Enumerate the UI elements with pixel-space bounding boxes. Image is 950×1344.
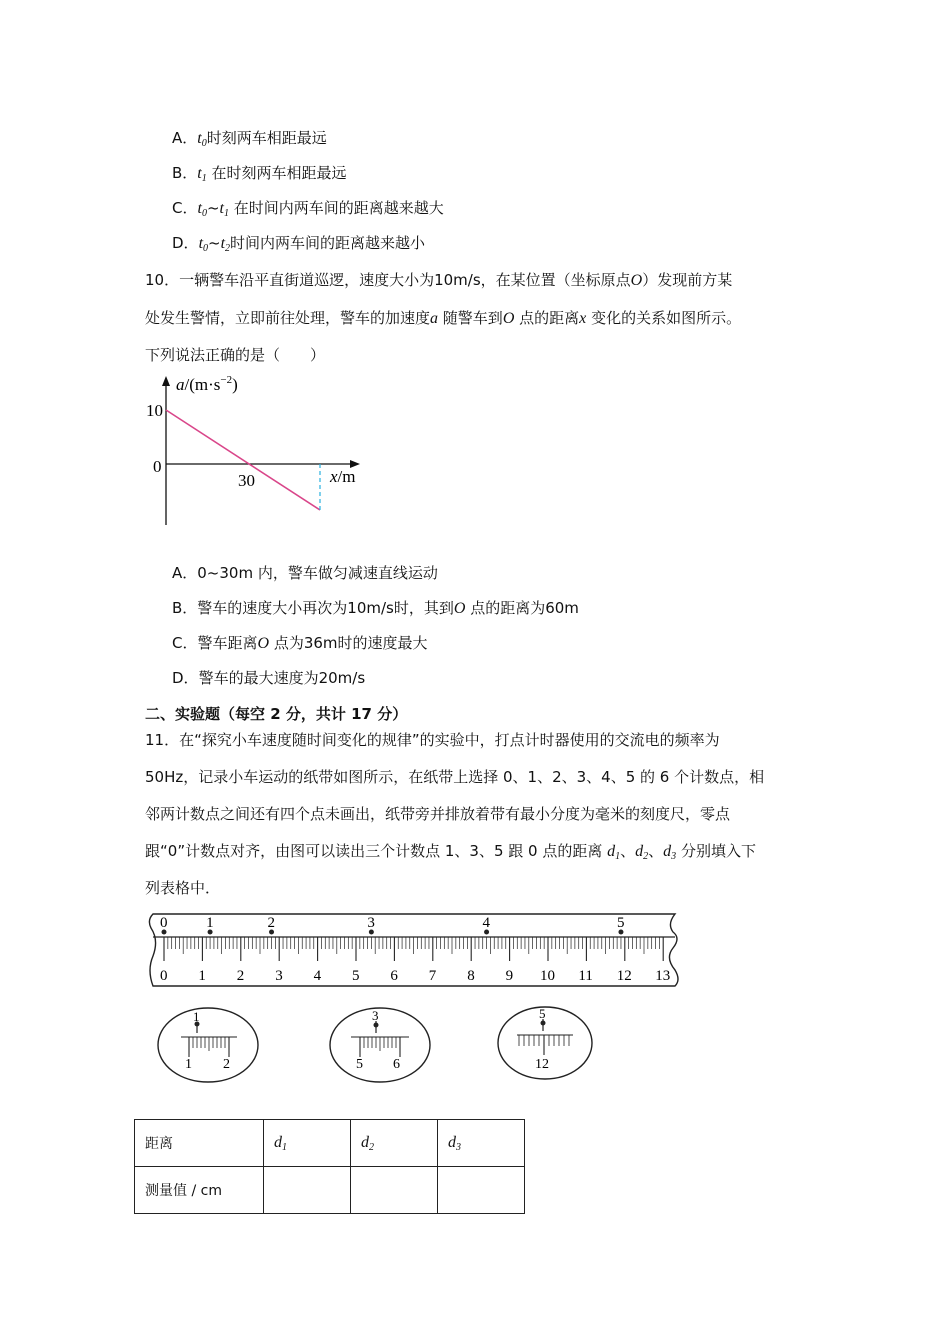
ruler-label-0: 0 xyxy=(160,968,168,984)
tape-ruler-figure xyxy=(145,910,685,992)
q9-option-a: A．$t_0$时刻两车相距最远 xyxy=(172,129,327,149)
ruler-label-12: 12 xyxy=(616,968,632,984)
zoom-views xyxy=(155,1005,675,1085)
table-cell-d2[interactable] xyxy=(351,1167,438,1214)
zoom-point-3-label: 3 xyxy=(372,1008,379,1023)
q11-stem-line-2: 50Hz，记录小车运动的纸带如图所示，在纸带上选择 0、1、2、3、4、5 的 6 个计数点，相 xyxy=(145,768,765,786)
q11-stem-line-5: 列表格中． xyxy=(145,879,221,897)
zoom-view-point-3 xyxy=(330,1008,430,1082)
ruler-label-11: 11 xyxy=(578,968,593,984)
q10-option-d: D．警车的最大速度为20m/s xyxy=(172,669,366,687)
ruler-label-2: 2 xyxy=(236,968,245,984)
ruler-label-5: 5 xyxy=(352,968,360,984)
tape-point-label-2: 2 xyxy=(267,915,276,931)
tape-point-label-0: 0 xyxy=(160,915,168,931)
table-value-row xyxy=(135,1167,525,1214)
ruler-label-10: 10 xyxy=(540,968,555,984)
q10-acceleration-graph xyxy=(140,370,380,530)
zoom-point-5-dot xyxy=(541,1021,546,1026)
q9-option-c: C．$t_0\sim t_1$ 在时间内两车间的距离越来越大 xyxy=(172,199,444,219)
q10-option-b: B．警车的速度大小再次为10m/s时，其到O 点的距离为60m xyxy=(172,599,579,617)
table-cell-d3[interactable] xyxy=(438,1167,525,1214)
graph-a-x-line xyxy=(166,410,320,510)
ruler-label-6: 6 xyxy=(390,968,398,984)
tape-point-label-1: 1 xyxy=(206,915,214,931)
table-header-row xyxy=(135,1120,525,1167)
section-2-heading: 二、实验题（每空 2 分，共计 17 分） xyxy=(145,705,408,723)
q11-stem-line-1: 11．在“探究小车速度随时间变化的规律”的实验中，打点计时器使用的交流电的频率为 xyxy=(145,731,720,749)
zoom-point-5-label: 5 xyxy=(539,1006,546,1021)
ruler-label-4: 4 xyxy=(313,968,322,984)
ruler-label-9: 9 xyxy=(505,968,514,984)
table-header-d1: $d_1$ xyxy=(264,1120,351,1167)
graph-x-label: x/m xyxy=(330,467,356,486)
q11-stem-line-4: 跟“0”计数点对齐，由图可以读出三个计数点 1、3、5 跟 0 点的距离 $d_1$、$d_2$、$d_3$ 分别填入下 xyxy=(145,842,756,862)
table-row-label: 测量值 / cm xyxy=(135,1167,264,1214)
zoom-5-center-tick: 12 xyxy=(535,1057,549,1072)
zoom-3-right-tick: 6 xyxy=(393,1057,400,1072)
zoom-view-point-1 xyxy=(158,1008,258,1082)
q9-option-b: B．$t_1$ 在时刻两车相距最远 xyxy=(172,164,347,184)
ruler-label-7: 7 xyxy=(428,968,437,984)
q9-option-d: D．$t_0\sim t_2$时间内两车间的距离越来越小 xyxy=(172,234,426,254)
graph-origin-label: 0 xyxy=(153,457,162,476)
q10-option-a: A．0~30m 内，警车做匀减速直线运动 xyxy=(172,564,438,582)
zoom-view-point-5 xyxy=(498,1006,592,1079)
zoom-ellipse-1 xyxy=(158,1008,258,1082)
graph-y-arrow xyxy=(162,376,170,386)
q10-stem-line-3: 下列说法正确的是（ ） xyxy=(145,346,326,364)
tape-point-label-3: 3 xyxy=(367,915,375,931)
tape-point-label-4: 4 xyxy=(482,915,491,931)
table-header-d2: $d_2$ xyxy=(351,1120,438,1167)
graph-x-tick-30: 30 xyxy=(238,471,255,490)
zoom-1-right-tick: 2 xyxy=(223,1057,230,1072)
tape-point-label-5: 5 xyxy=(616,915,625,931)
measurement-table xyxy=(134,1119,525,1214)
table-cell-d1[interactable] xyxy=(264,1167,351,1214)
zoom-3-left-tick: 5 xyxy=(356,1057,363,1072)
zoom-point-1-label: 1 xyxy=(193,1009,200,1024)
table-header-d3: $d_3$ xyxy=(438,1120,525,1167)
q10-stem-line-2: 处发生警情，立即前往处理，警车的加速度a 随警车到O 点的距离x 变化的关系如图所示。 xyxy=(145,309,742,327)
ruler-label-1: 1 xyxy=(198,968,206,984)
ruler-label-8: 8 xyxy=(467,968,475,984)
q10-stem-line-1: 10．一辆警车沿平直街道巡逻，速度大小为10m/s，在某位置（坐标原点O）发现前方某 xyxy=(145,271,733,289)
zoom-1-left-tick: 1 xyxy=(185,1057,192,1072)
graph-y-tick-10: 10 xyxy=(146,401,163,420)
q10-option-c: C．警车距离O 点为36m时的速度最大 xyxy=(172,634,428,652)
q11-stem-line-3: 邻两计数点之间还有四个点未画出，纸带旁并排放着带有最小分度为毫米的刻度尺，零点 xyxy=(145,805,731,823)
table-header-label: 距离 xyxy=(135,1120,264,1167)
zoom-point-3-dot xyxy=(374,1023,379,1028)
graph-y-label: $a/(m\cdot s^{-2})$ xyxy=(176,374,238,394)
ruler-label-13: 13 xyxy=(655,968,671,984)
ruler-label-3: 3 xyxy=(275,968,283,984)
